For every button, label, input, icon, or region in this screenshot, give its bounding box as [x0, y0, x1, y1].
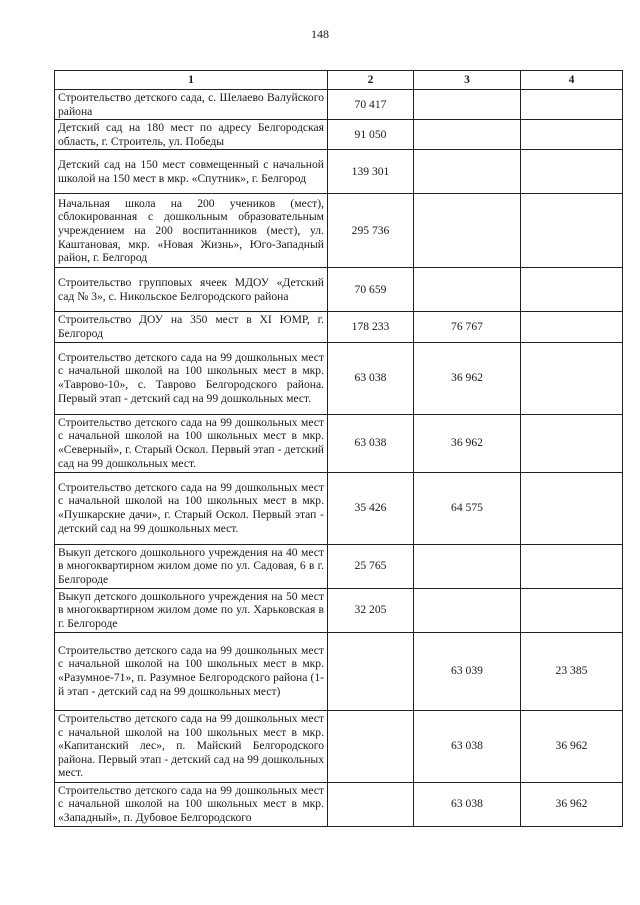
table-row — [55, 588, 623, 632]
value-col-2-cell — [328, 782, 414, 826]
value-col-2-cell — [328, 710, 414, 782]
table-row — [55, 414, 623, 472]
value-col-3-cell — [414, 544, 521, 588]
value-col-2-cell — [328, 632, 414, 710]
project-name-cell: Строительство детского сада, с. Шелаево Валуйского района — [55, 90, 328, 120]
value-col-3-cell: 36 962 — [414, 342, 521, 414]
table-header-row — [55, 71, 623, 90]
project-name-cell: Строительство детского сада на 99 дошкольных мест с начальной школой на 100 школьных мест в мкр. «Разумное-71», п. Разумное Белгородского района (1-й этап - детский сад на 99 дошкольных мест) — [55, 632, 328, 710]
value-col-2-cell: 91 050 — [328, 120, 414, 150]
table-row — [55, 710, 623, 782]
value-col-4-cell: 36 962 — [521, 782, 623, 826]
value-col-2-cell: 35 426 — [328, 472, 414, 544]
column-header-2: 2 — [328, 71, 414, 90]
value-col-4-cell — [521, 194, 623, 268]
value-col-2-cell: 70 659 — [328, 268, 414, 312]
value-col-4-cell — [521, 150, 623, 194]
table-row — [55, 150, 623, 194]
value-col-2-cell: 139 301 — [328, 150, 414, 194]
value-col-3-cell: 36 962 — [414, 414, 521, 472]
value-col-2-cell: 25 765 — [328, 544, 414, 588]
value-col-2-cell: 63 038 — [328, 342, 414, 414]
project-name-cell: Строительство детского сада на 99 дошкольных мест с начальной школой на 100 школьных мест в мкр. «Северный», г. Старый Оскол. Первый этап - детский сад на 99 дошкольных мест. — [55, 414, 328, 472]
value-col-3-cell — [414, 120, 521, 150]
page-number: 148 — [311, 27, 329, 41]
value-col-3-cell: 63 038 — [414, 710, 521, 782]
table-row — [55, 632, 623, 710]
value-col-4-cell — [521, 588, 623, 632]
project-name-cell: Выкуп детского дошкольного учреждения на 50 мест в многоквартирном жилом доме по ул. Харьковская в г. Белгороде — [55, 588, 328, 632]
value-col-4-cell — [521, 268, 623, 312]
value-col-4-cell — [521, 544, 623, 588]
value-col-4-cell — [521, 90, 623, 120]
value-col-2-cell: 295 736 — [328, 194, 414, 268]
value-col-2-cell: 32 205 — [328, 588, 414, 632]
table-row — [55, 342, 623, 414]
value-col-3-cell: 63 039 — [414, 632, 521, 710]
project-name-cell: Строительство групповых ячеек МДОУ «Детский сад № 3», с. Никольское Белгородского района — [55, 268, 328, 312]
table-row — [55, 194, 623, 268]
table-row — [55, 120, 623, 150]
value-col-2-cell: 178 233 — [328, 312, 414, 342]
project-name-cell: Строительство детского сада на 99 дошкольных мест с начальной школой на 100 школьных мест в мкр. «Таврово-10», с. Таврово Белгородского района. Первый этап - детский сад на 99 дошкольных мест. — [55, 342, 328, 414]
value-col-3-cell: 63 038 — [414, 782, 521, 826]
table-row — [55, 782, 623, 826]
funding-table — [54, 70, 623, 827]
column-header-1: 1 — [55, 71, 328, 90]
value-col-3-cell — [414, 150, 521, 194]
value-col-4-cell: 23 385 — [521, 632, 623, 710]
project-name-cell: Детский сад на 150 мест совмещенный с начальной школой на 150 мест в мкр. «Спутник», г. Белгород — [55, 150, 328, 194]
table-row — [55, 312, 623, 342]
value-col-3-cell — [414, 268, 521, 312]
table-row — [55, 90, 623, 120]
table-row — [55, 472, 623, 544]
project-name-cell: Детский сад на 180 мест по адресу Белгородская область, г. Строитель, ул. Победы — [55, 120, 328, 150]
value-col-2-cell: 63 038 — [328, 414, 414, 472]
value-col-3-cell: 64 575 — [414, 472, 521, 544]
value-col-4-cell — [521, 472, 623, 544]
project-name-cell: Выкуп детского дошкольного учреждения на 40 мест в многоквартирном жилом доме по ул. Садовая, 6 в г. Белгороде — [55, 544, 328, 588]
value-col-3-cell — [414, 194, 521, 268]
value-col-3-cell: 76 767 — [414, 312, 521, 342]
column-header-3: 3 — [414, 71, 521, 90]
value-col-4-cell — [521, 414, 623, 472]
column-header-4: 4 — [521, 71, 623, 90]
value-col-3-cell — [414, 588, 521, 632]
value-col-4-cell — [521, 120, 623, 150]
table-row — [55, 268, 623, 312]
project-name-cell: Начальная школа на 200 учеников (мест), сблокированная с дошкольным образовательным учреждением на 200 воспитанников (мест), ул. Каштановая, мкр. «Новая Жизнь», Юго-Западный район, г. Белгород — [55, 194, 328, 268]
project-name-cell: Строительство ДОУ на 350 мест в XI ЮМР, г. Белгород — [55, 312, 328, 342]
value-col-2-cell: 70 417 — [328, 90, 414, 120]
value-col-4-cell: 36 962 — [521, 710, 623, 782]
project-name-cell: Строительство детского сада на 99 дошкольных мест с начальной школой на 100 школьных мест в мкр. «Западный», п. Дубовое Белгородского — [55, 782, 328, 826]
value-col-4-cell — [521, 342, 623, 414]
value-col-3-cell — [414, 90, 521, 120]
value-col-4-cell — [521, 312, 623, 342]
project-name-cell: Строительство детского сада на 99 дошкольных мест с начальной школой на 100 школьных мест в мкр. «Капитанский лес», п. Майский Белгородского района. Первый этап - детский сад на 99 дошкольных мест. — [55, 710, 328, 782]
project-name-cell: Строительство детского сада на 99 дошкольных мест с начальной школой на 100 школьных мест в мкр. «Пушкарские дачи», г. Старый Оскол. Первый этап - детский сад на 99 дошкольных мест. — [55, 472, 328, 544]
table-row — [55, 544, 623, 588]
